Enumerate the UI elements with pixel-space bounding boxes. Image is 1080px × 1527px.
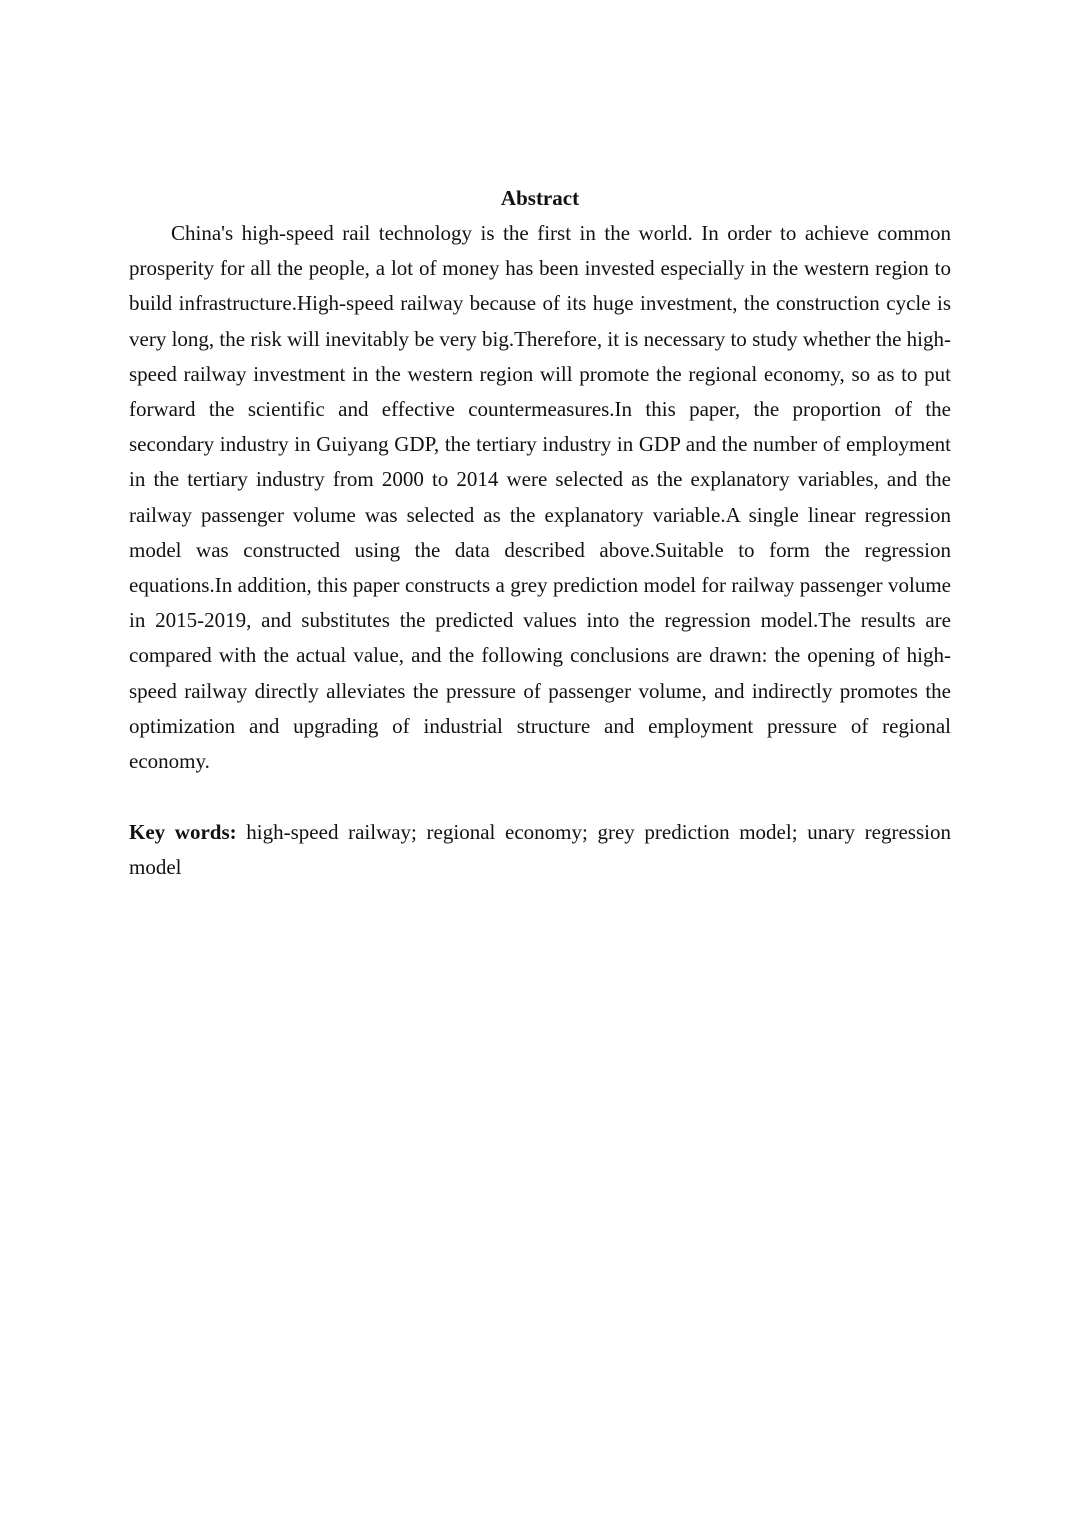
abstract-title: Abstract <box>500 186 580 210</box>
abstract-paragraph: China's high-speed rail technology is the first in the world. In order to achieve common prosperity for all the people, a lot of money has been invested especially in the western region to build infrastructure.High-speed railway because of its huge investment, the construction cycle is very long, the risk will inevitably be very big.Therefore, it is necessary to study whether the high-speed railway investment in the western region will promote the regional economy, so as to put forward the scientific and effective countermeasures.In this paper, the proportion of the secondary industry in Guiyang GDP, the tertiary industry in GDP and the number of employment in the tertiary industry from 2000 to 2014 were selected as the explanatory variables, and the railway passenger volume was selected as the explanatory variable.A single linear regression model was constructed using the data described above.Suitable to form the regression equations.In addition, this paper constructs a grey prediction model for railway passenger volume in 2015-2019, and substitutes the predicted values into the regression model.The results are compared with the actual value, and the following conclusions are drawn: the opening of high-speed railway directly alleviates the pressure of passenger volume, and indirectly promotes the optimization and upgrading of industrial structure and employment pressure of regional economy. <box>129 221 951 774</box>
keywords-list: high-speed railway; regional economy; grey prediction model; unary regression model <box>129 820 951 880</box>
keywords-label: Key words: <box>129 820 237 845</box>
abstract-section <box>129 183 951 886</box>
keywords-paragraph <box>129 815 951 885</box>
